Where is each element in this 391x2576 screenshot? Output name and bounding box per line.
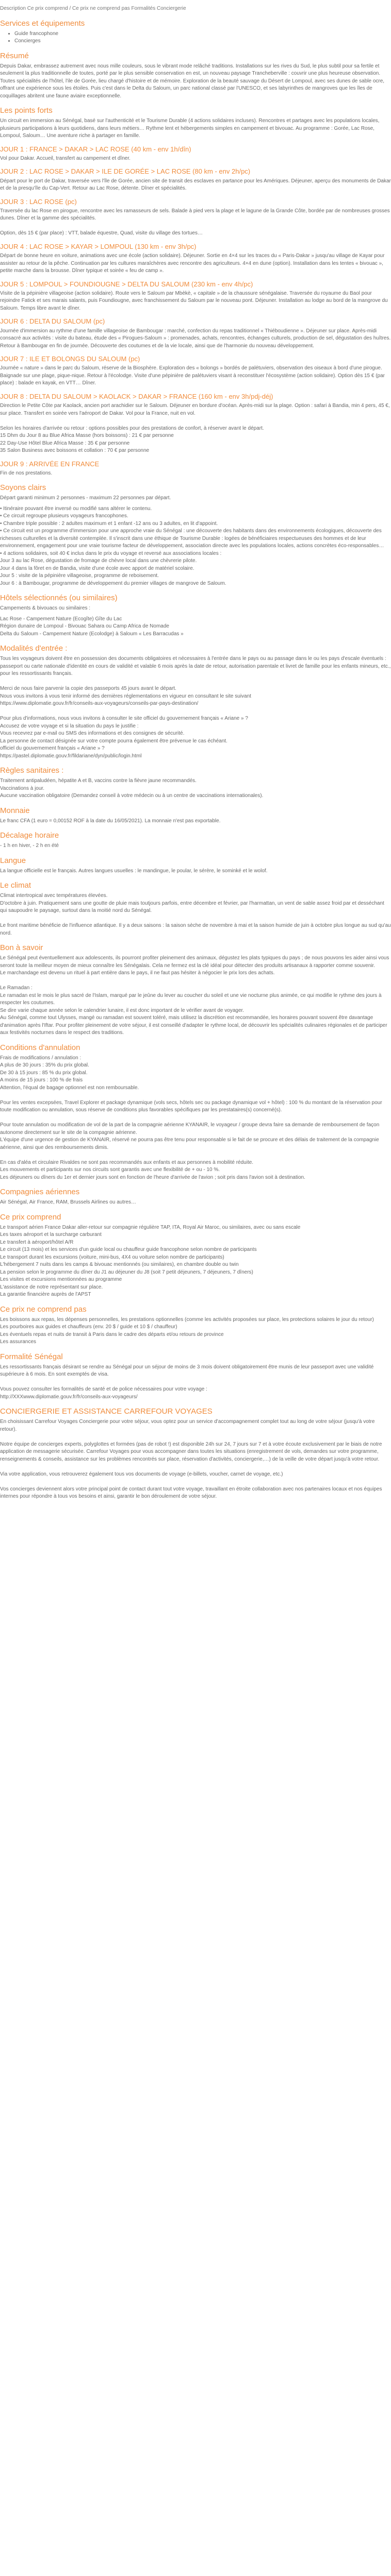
climat-title: Le climat (0, 881, 31, 890)
list-item: Les assurances (0, 1339, 37, 1345)
day-title: JOUR 2 : LAC ROSE > DAKAR > ILE DE GORÉE > LAC ROSE (80 km - env 2h/pc) (0, 167, 251, 176)
modalites-title: Modalités d'entrée : (0, 644, 68, 653)
day-text: Fin de nos prestations. (0, 470, 53, 476)
langue-text: La langue officielle est le français. Autres langues usuelles : le mandingue, le poular, le sérère, le sominké et le wolof. (0, 868, 268, 874)
day-text: Départ pour le port de Dakar, traversée vers l'île de Gorée, ancien site de transit des esclaves en partance pour les Amériques. Déjeuner, aperçu des monuments de Dakar et de la presqu'île du Cap-Vert. Retour au Lac Rose, détente. Dîner et spécialités. (0, 178, 391, 191)
list-item: L'assistance de notre représentant sur place. (0, 1284, 103, 1290)
conciergerie-title: CONCIERGERIE ET ASSISTANCE CARREFOUR VOYAGES (0, 1407, 213, 1416)
day-text: Départ de bonne heure en voiture, animations avec une école (action solidaire). Déjeuner. Sortie en 4×4 sur les traces du « Paris-Dakar » jusqu'au village de Kayar pour assister au retour de la pêche. Continuation par les cultures maraîchères avec rencontre des agriculteurs. 4×4 en dune (option). Installation dans les tentes « bivouac », petite marche dans la brousse. Dîner typique et soirée « feu de camp ». (0, 253, 385, 274)
day-text: Journée « nature » dans le parc du Saloum, réserve de la Biosphère. Exploration des « bolongs » bordés de palétuviers, observation des oiseaux à bord d'une pirogue. Baignade sur une plage, pique-nique. Retour à l'écolodge. Visite d'une pépinière de palétuviers visant à reconstituer l'écosystème (action solidaire). Option dès 15 € (par place) : balade en kayak, en VTT… Dîner. (0, 365, 385, 386)
list-item: La pension selon le programme du dîner du J1 au déjeuner du J8 (soit 7 petit déjeuners, 7 déjeuners, 7 dîners) (0, 1269, 253, 1275)
day-title: JOUR 4 : LAC ROSE > KAYAR > LOMPOUL (130 km - env 3h/pc) (0, 242, 197, 250)
day-title: JOUR 9 : ARRIVÉE EN FRANCE (0, 460, 100, 468)
prix-comprend-title: Ce prix comprend (0, 1212, 61, 1222)
annulation-text: Frais de modifications / annulation : A plus de 30 jours : 35% du prix global. De 30 à 15 jours : 85 % du prix global. A moins de 15 jours : 100 % de frais Attention, l'équal de bagage optionnel est non remboursable. Pour les ventes excepsées, Travel Explorer et package dynamique (vols secs, hôtels sec ou package dynamique vol + hôtel) : 100 % du montant de la réservation pour toute modification ou annulation, sous réserve de conditions plus favorables spécifiques par les prestataires(s) concerné(s). Pour toute annulation ou modification de vol de la part de la compagnie aérienne KYANAIR, le voyageur / groupe devra faire sa demande de remboursement de façon autonome directement sur le site de la compagnie aérienne. L'équipe d'une urgence de gestion de KYANAIR, réservé ne pourra pas être tenu pour responsable si le fait de se procure et des délais de traitement de la compagnie aérienne, ainsi que des remboursements dimis. En cas d'aléa et circulaire Rivaldes ne sont pas recommandés aux enfants et aux personnes à mobilité réduite. Les mouvements et participants sur nos circuits sont garantis avec une flexibilité de + ou - 10 %. Les déjeuners ou dîners du 1er et dernier jours sont en fonction de l'heure d'arrivée de l'avion ; soit pris dans l'avion soit à destination. (0, 1055, 382, 1180)
compagnies-text: Air Sénégal, Air France, RAM, Brussels Airlines ou autres… (0, 1199, 136, 1206)
list-item: Les éventuels repas et nuits de transit à Paris dans le cadre des départs et/ou retours de province (0, 1331, 224, 1337)
annulation-title: Conditions d'annulation (0, 1043, 80, 1052)
list-item: Le transport aérien France Dakar aller-retour sur compagnie régulière TAP, ITA, Royal Air Maroc, ou similaires, avec ou sans escale (0, 1224, 301, 1230)
day-text: Traversée du lac Rose en pirogue, rencontre avec les ramasseurs de sels. Balade à pied vers la plage et le lagune de la Grande Côte, bordée par de nombreuses grosses dunes. Dîner et la gamme des spécialités. Option, dès 15 € (par place) : VTT, balade équestre, Quad, visite du village des tortues… (0, 208, 390, 236)
formalite-title: Formalité Sénégal (0, 1352, 63, 1361)
sanitaires-text: Traitement antipaludéen, hépatite A et B, vaccins contre la fièvre jaune recommandés. Vaccinations à jour. Aucune vaccination obligatoire (Demandez conseil à votre médecin ou à un centre de vaccinations internationales). (0, 778, 264, 799)
day-title: JOUR 6 : DELTA DU SALOUM (pc) (0, 317, 105, 326)
services-list (0, 30, 391, 45)
prix-ne-comprend-list (0, 1316, 391, 1346)
resume-title: Résumé (0, 51, 29, 60)
list-item: Delta du Saloum - Campement Nature (Ecolodge) à Saloum « Les Barracudas » (0, 631, 184, 637)
soyons-title: Soyons clairs (0, 483, 46, 493)
list-item: • 4 actions solidaires, soit 40 € inclus dans le prix du voyage et reversé aux associations locales : (0, 550, 222, 556)
soyons-text: Départ garanti minimum 2 personnes - maximum 22 personnes par départ. (0, 495, 171, 501)
list-item: Le transfert à aéroport/hôtel A/R (0, 1239, 74, 1245)
modalites-text: Tous les voyageurs doivent être en possession des documents obligatoires et nécessaires à l'entrée dans le pays ou au passage dans le ou les pays d'escale éventuels : passeport ou carte nationale d'identité en cours de validité et valable 6 mois après la date de retour, autorisation parentale et livret de famille pour les enfants mineurs, etc., pour les ressortissants français. Merci de nous faire parvenir la copie des passeports 45 jours avant le départ. Nous vous invitons à vous tenir informé des dernières réglementations en vigueur en consultant le site suivant https://www.diplomatie.gouv.fr/fr/conseils-aux-voyageurs/conseils-par-pays-destination/ Pour plus d'informations, nous vous invitons à consulter le site officiel du gouvernement français « Ariane » ? Accusez de votre voyage et si la situation du pays le justifie : Vous recevrez par e-mail ou SMS des informations et des consignes de sécurité. La personne de contact désignée sur votre compte pourra également être prévenue le cas échéant. officiel du gouvernement français « Ariane » ? https://pastel.diplomatie.gouv.fr/fildariane/dyn/public/login.html (0, 656, 391, 759)
list-item: Jour 3 au lac Rose, dégustation de fromage de chèvre local dans une chèvrerie pilote. (0, 558, 197, 564)
list-item: Les taxes aéroport et la surcharge carburant (0, 1232, 102, 1238)
formalite-text: Les ressortissants français désirant se rendre au Sénégal pour un séjour de moins de 3 mois doivent obligatoirement être munis de leur passeport avec une validité supérieure à 6 mois. En sont exemptés de visa. Vous pouvez consulter les formalités de santé et de police nécessaires pour votre voyage : http://XXXwww.diplomatie.gouv.fr/fr/conseils-aux-voyageurs/ (0, 1364, 374, 1400)
breadcrumb[interactable]: Description Ce prix comprend / Ce prix ne comprend pas Formalités Conciergerie (0, 6, 186, 11)
day-title: JOUR 3 : LAC ROSE (pc) (0, 197, 77, 206)
prix-ne-comprend-title: Ce prix ne comprend pas (0, 1304, 87, 1314)
itinerary (0, 145, 391, 478)
prix-comprend-list (0, 1224, 391, 1299)
day-title: JOUR 8 : DELTA DU SALOUM > KAOLACK > DAKAR > FRANCE (160 km - env 3h/pdj-déj) (0, 392, 273, 400)
list-item: La garantie financière auprès de l'APST (0, 1292, 91, 1298)
sanitaires-title: Règles sanitaires : (0, 766, 64, 775)
day-text: Vol pour Dakar. Accueil, transfert au campement et dîner. (0, 155, 131, 161)
day-text: Visite de la pépinière villageoise (action solidaire). Route vers le Saloum par Mbèkè, « capitale » de la chaussure sénégalaise. Traversée du royaume du Baol pour rejoindre Fatick et ses marais salants, puis Foundiougne, avec franchissement du Saloum par le nouveau pont. Déjeuner. Installation au lodge au bord de la mangrove du Saloum. Temps libre avant le dîner. (0, 290, 388, 311)
decalage-text: - 1 h en hiver, - 2 h en été (0, 843, 59, 849)
day-text: Journée d'immersion au rythme d'une famille villageoise de Bambougar : marché, confection du repas traditionnel « Thiéboudienne ». Déjeuner sur place. Après-midi consacré aux activités : visite du bateau, étude des « Pirogues-Saloum » : promenades, achats, rencontres, échanges culturels, production de sel, dégustation des huîtres. Retour à Bambougar en fin de journée. Découverte des coutumes et de la vie locale, ainsi que de l'harmonie du nouveau développement. (0, 328, 391, 349)
list-item: Jour 4 dans la fôret en de Bandia, visite d'une école avec apport de matériel scolaire. (0, 565, 194, 571)
climat-text: Climat intertropical avec températures élevées. D'octobre à juin. Pratiquement sans une goutte de pluie mais toutjours parfois, entre décembre et février, par l'harmattan, un vent de sable assez froid par et desséchant qui saupoudre le paysage, surtout dans la moitié nord du Sénégal. Le front maritime bénéficie de l'influence atlantique. Il y a deux saisons : la saison sèche de novembre à mai et la saison humide de juin à octobre plus longue au sud qu'au nord. (0, 893, 391, 936)
list-item: • Guide francophone (14, 30, 391, 38)
hotels-title: Hôtels sélectionnés (ou similaires) (0, 594, 118, 603)
day-title: JOUR 7 : ILE ET BOLONGS DU SALOUM (pc) (0, 355, 140, 363)
monnaie-title: Monnaie (0, 806, 30, 815)
highlights-title: Les points forts (0, 106, 53, 115)
list-item: Région dunaire de Lompoul - Bivouac Sahara ou Camp Africa de Nomade (0, 623, 169, 630)
list-item: L'hébergement 7 nuits dans les camps & bivouac mentionnés (ou similaires), en chambre double ou twin (0, 1262, 239, 1268)
bon-savoir-title: Bon à savoir (0, 943, 43, 953)
day-title: JOUR 1 : FRANCE > DAKAR > LAC ROSE (40 km - env 1h/dîn) (0, 145, 191, 153)
list-item: Jour 6 : à Bambougar, programme de développement du premier villages de mangrove de Saloum. (0, 580, 226, 586)
soyons-list (0, 505, 391, 588)
list-item: • Chambre triple possible : 2 adultes maximum et 1 enfant -12 ans ou 3 adultes, en lit d'appoint. (0, 520, 218, 527)
day-text: Direction le Petite Côte par Kaolack, ancien port arachidier sur le Saloum. Déjeuner en bordure d'océan. Après-midi sur la plage. Option : safari à Bandia, min 4 pers, 45 €, sur place. Transfert en soirée vers l'aéroport de Dakar. Vol pour la France, nuit en vol. Selon les horaires d'arrivée ou retour : options possibles pour des prestations de confort, à réserver avant le départ. 15 Dhm du Jour 8 au Blue Africa Masse (hors boissons) : 21 € par personne 22 Day-Use Hôtel Blue Africa Masse : 35 € par personne 35 Salon Business avec boissons et collation : 70 € par personne (0, 403, 390, 453)
decalage-title: Décalage horaire (0, 831, 59, 840)
resume-text: Depuis Dakar, embrassez autrement avec nous mille couleurs, sous le vibrant mode relâché traditions. Installations sur les rives du Sud, le plus subtil pour sa fertile et seulement la plus traditionnelle de toutes, porté par le plus sensible conservation en est, un nouveau paysage Trancheberville : couvrir une plus heureuse observation. Toutes spécialités de l'hôtel, l'ile de Gorée, lieu chargé d'histoire et de mémoire. Exploration de la beauté sauvage du Désert de Lompoul, avec ses dunes de sable ocre, offrant une expérience sous les étoiles. Puis c'est dans le Delta du Saloum, un parc national classé par l'UNESCO, et ses labyrinthes de mangroves que les îles de coquillages abritent une faune aviaire exceptionnelle. (0, 63, 385, 99)
list-item: Les boissons aux repas, les dépenses personnelles, les prestations optionnelles (comme les activités proposées sur place, les protections solaires le jour du retour) (0, 1316, 374, 1323)
conciergerie-text: En choisissant Carrefour Voyages Conciergerie pour votre séjour, vous optez pour un service d'accompagnement complet tout au long de votre séjour (jusqu'à votre retour). Notre équipe de concierges experts, polyglottes et formées (pas de robot !) est disponible 24h sur 24, 7 jours sur 7 et à votre écoute exclusivement par le biais de notre application de messagerie sécurisée. Carrefour Voyages pour vous accompagner dans toutes les situations (enregistrement de vols, demandes sur votre programme, renseignements & conseils, assistance sur les problèmes rencontrés sur place, réservation d'activités, conciergerie,…) de la veille de votre départ jusqu'à votre retour. Via votre application, vous retrouverez également tous vos documents de voyage (e-billets, voucher, carnet de voyage, etc.) Vos concierges deviennent alors votre principal point de contact durant tout votre voyage, travaillant en étroite collaboration avec nos partenaires locaux et nos équipes internes pour répondre à tous vos besoins et ainsi, garantir le bon déroulement de votre séjour. (0, 1419, 382, 1500)
list-item: Les visites et excursions mentionnées au programme (0, 1277, 122, 1283)
monnaie-text: Le franc CFA (1 euro = 0,00152 ROF à la date du 16/05/2021). La monnaie n'est pas exportable. (0, 818, 221, 824)
list-item: Lac Rose - Campement Nature (Ecogîte) Gîte du Lac (0, 616, 122, 622)
day-title: JOUR 5 : LOMPOUL > FOUNDIOUGNE > DELTA DU SALOUM (230 km - env 4h/pc) (0, 280, 253, 288)
list-item: • Concierges (14, 38, 391, 45)
list-item: Les pourboires aux guides et chauffeurs (env. 20 $ / guide et 10 $ / chauffeur) (0, 1324, 177, 1330)
list-item: • Ce circuit regroupe plusieurs voyageurs francophones. (0, 513, 128, 519)
list-item: Le circuit (13 mois) et les services d'un guide local ou chauffeur guide francophone selon nombre de participants (0, 1247, 257, 1253)
list-item: Le transport durant les excursions (voiture, mini-bus, 4X4 ou voiture selon nombre de participants) (0, 1254, 224, 1260)
services-title: Services et équipements (0, 19, 85, 28)
langue-title: Langue (0, 856, 26, 865)
bon-savoir-text: Le Sénégal peut éventuellement aux adolescents, ils pourront profiter pleinement des animaux, dégustez les plats typiques du pays ; de nous pouvons les aider ainsi vous seront toute la meilleur moyen de mieux connaître les Sénégalais. Cela ne fermez est la clé idéal pour détecter des produits artisanaux à rapporter comme souvenir. Le marchandage est devenu un rituel à part entière dans le pays, il ne faut pas hésiter à négocier le prix lors des achats. Le Ramadan : Le ramadan est le mois le plus sacré de l'Islam, marqué par le jeûne du lever au coucher du soleil et une vie nocturne plus animée, ce qui modifie le rythme des jours à respecter les coutumes. Se dire varie chaque année selon le calendrier lunaire, il est donc important de le vérifier avant de voyager. Au Sénégal, comme tout Ulysses, mangé ou ramadan est souvent toléré, mais utilisez la discrétion est recommandée, les horaires pouvant souvent être davantage d'animation après l'Iftar. Pour profiter pleinement de votre séjour, il est conseillé d'adapter le rythme local, de découvrir les spécialités culinaires régionales et de participer aux festivités nocturnes dans le respect des traditions. (0, 955, 389, 1036)
list-item: • Ce circuit est un programme d'immersion pour une approche vraie du Sénégal : une découverte des habitants dans des environnements écologiques, découverte des richesses culturelles et la diversité contemplée. Il s'inscrit dans une éthique de Tourisme Durable : logées de bénéficiaires respectueuses des hommes et de leur environnement, engagement pour une vraie tourisme facteur de développement, association directe avec les populations locales, actions concrètes éco-responsables… (0, 528, 384, 549)
hotels-list (0, 616, 391, 638)
hotels-intro: Campements & bivouacs ou similaires : (0, 605, 91, 612)
highlights-text: Un circuit en immersion au Sénégal, basé sur l'authenticité et le Tourisme Durable (4 actions solidaires incluses). Rencontres et partages avec les populations locales, plusieurs participations à leurs quotidiens, dans leurs métiers… Rythme lent et hébergements simples en campement et bivouac. Au programme : Gorée, Lac Rose, Lompoul, Saloum… Une aventure riche à partager en famille. (0, 118, 380, 139)
compagnies-title: Compagnies aériennes (0, 1188, 80, 1197)
list-item: Jour 5 : visite de la pépinière villageoise, programme de reboisement. (0, 573, 159, 579)
list-item: • Itinéraire pouvant être inversé ou modifié sans altérer le contenu. (0, 505, 152, 512)
